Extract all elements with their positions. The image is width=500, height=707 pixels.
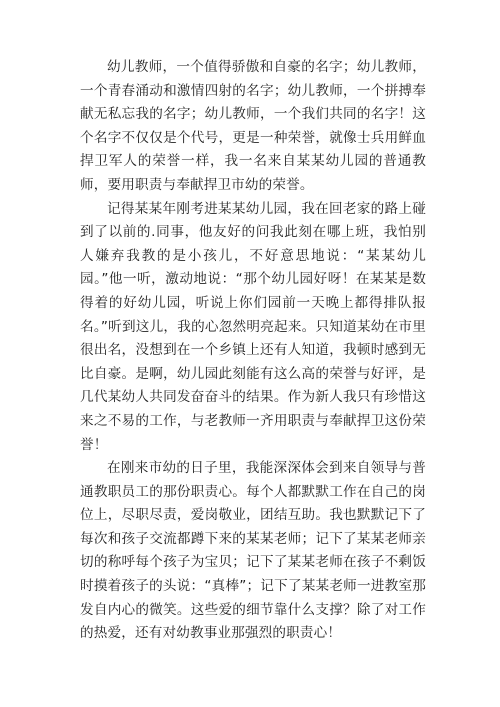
paragraph-2: 记得某某年刚考进某某幼儿园，我在回老家的路上碰到了以前的.同事，他友好的问我此刻在哪上班，我怕别人嫌弃我教的是小孩儿，不好意思地说：“某某幼儿园。”他一听，激动地说：“那个幼儿园好呀！在某某是数得着的好幼儿园，听说上你们园前一天晚上都得排队报名。”听到这儿，我的心忽然明亮起来。只知道某幼在市里很出名，没想到在一个乡镇上还有人知道，我顿时感到无比自豪。是啊，幼儿园此刻能有这么高的荣誉与好评，是几代某幼人共同发奋奋斗的结果。作为新人我只有珍惜这来之不易的工作，与老教师一齐用职责与奉献捍卫这份荣誉！: [80, 200, 426, 453]
paragraph-1: 幼儿教师，一个值得骄傲和自豪的名字；幼儿教师，一个青春涌动和激情四射的名字；幼儿教师，一个拼搏奉献无私忘我的名字；幼儿教师，一个我们共同的名字！这个名字不仅仅是个代号，更是一种荣誉，就像士兵用鲜血捍卫军人的荣誉一样，我一名来自某某幼儿园的普通教师，要用职责与奉献捍卫市幼的荣誉。: [80, 59, 426, 193]
document-body: [80, 56, 426, 646]
paragraph-3: 在刚来市幼的日子里，我能深深体会到来自领导与普通教职员工的那份职责心。每个人都默默工作在自己的岗位上，尽职尽责，爱岗敬业，团结互助。我也默默记下了每次和孩子交流都蹲下来的某某老师；记下了某某老师亲切的称呼每个孩子为宝贝；记下了某某老师在孩子不剩饭时摸着孩子的头说：“真棒”；记下了某某老师一进教室那发自内心的微笑。这些爱的细节靠什么支撑？除了对工作的热爱，还有对幼教事业那强烈的职责心！: [80, 460, 426, 642]
